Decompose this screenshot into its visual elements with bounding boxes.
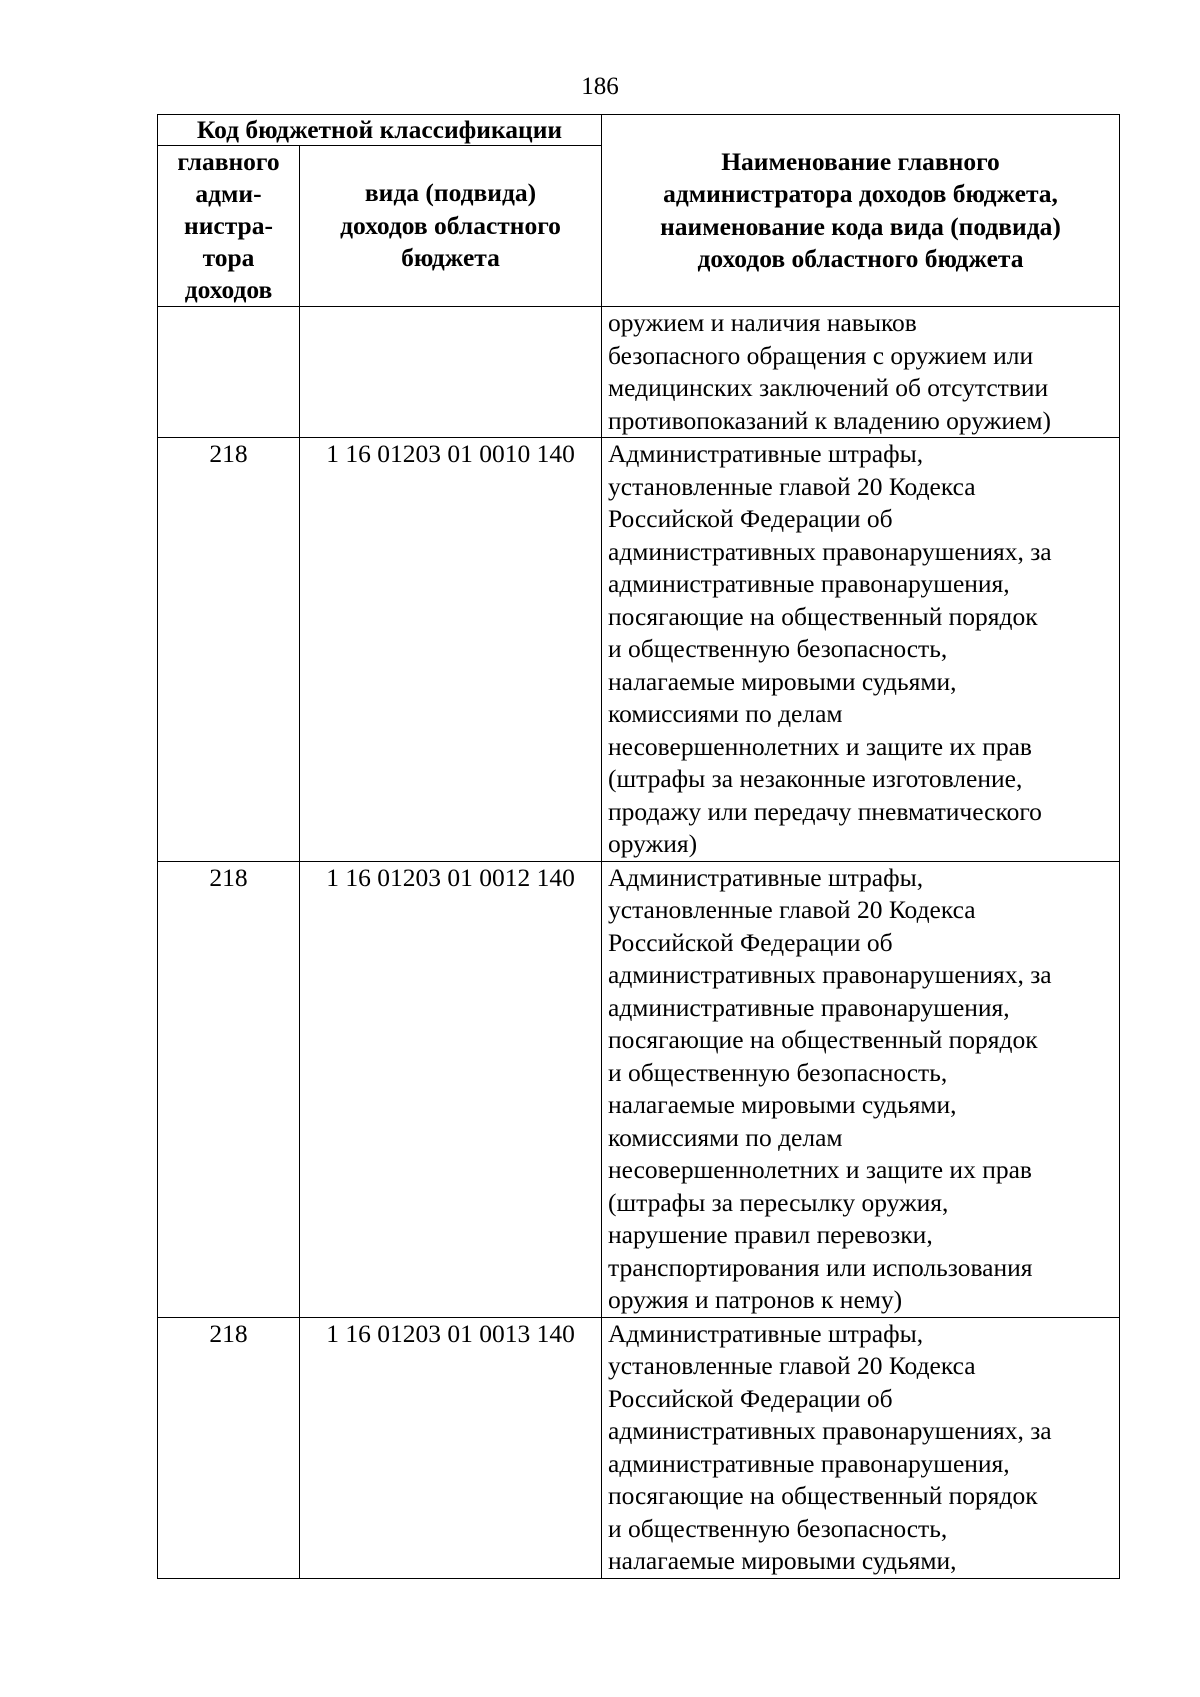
admin-code-cell: 218 (158, 438, 300, 862)
description-line: продажу или передачу пневматического (608, 796, 1042, 826)
header-admin-column (158, 146, 300, 307)
description-cell (602, 1317, 1120, 1578)
admin-code-cell: 218 (158, 1317, 300, 1578)
description-line: комиссиями по делам (608, 1122, 843, 1152)
table-row (158, 438, 1120, 862)
header-kind-line: доходов областного (340, 210, 561, 240)
table-header (158, 115, 1120, 307)
description-line: административные правонарушения, (608, 992, 1010, 1022)
description-line: Российской Федерации об (608, 1383, 893, 1413)
header-admin-line: доходов (184, 275, 273, 304)
description-line: нарушение правил перевозки, (608, 1220, 933, 1249)
description-line: посягающие на общественный порядок (608, 601, 1038, 631)
budget-classification-table (157, 114, 1120, 1579)
description-line: оружия) (608, 829, 698, 858)
description-line: транспортирования или использования (608, 1252, 1033, 1282)
header-kind-column (300, 146, 602, 307)
description-line: безопасного обращения с оружием или (608, 340, 1034, 370)
description-line: Административные штрафы, (608, 1318, 924, 1348)
description-line: оружием и наличия навыков (608, 308, 917, 337)
header-admin-line: тора (202, 243, 255, 272)
description-line: медицинских заключений об отсутствии (608, 373, 1049, 402)
description-line: и общественную безопасность, (608, 1513, 948, 1543)
table-body (158, 307, 1120, 1579)
description-line: административных правонарушениях, за (608, 960, 1052, 989)
description-line: (штрафы за пересылку оружия, (608, 1187, 949, 1217)
description-line: установленные главой 20 Кодекса (608, 1351, 976, 1380)
description-line: административные правонарушения, (608, 569, 1010, 598)
description-line: посягающие на общественный порядок (608, 1481, 1038, 1510)
admin-code-cell: 218 (158, 861, 300, 1317)
header-admin-line: нистра- (184, 211, 273, 240)
description-line: налагаемые мировыми судьями, (608, 1546, 957, 1575)
page-number: 186 (581, 73, 619, 100)
header-admin-line: главного (177, 147, 280, 176)
header-name-column (602, 115, 1120, 307)
income-code-cell: 1 16 01203 01 0012 140 (300, 861, 602, 1317)
header-kind-line: вида (подвида) (364, 178, 537, 208)
description-line: несовершеннолетних и защите их прав (608, 1155, 1032, 1184)
description-line: несовершеннолетних и защите их прав (608, 731, 1032, 761)
income-code-cell: 1 16 01203 01 0013 140 (300, 1317, 602, 1578)
header-name-line: доходов областного бюджета (697, 244, 1024, 273)
table-row (158, 861, 1120, 1317)
income-code-cell: 1 16 01203 01 0010 140 (300, 438, 602, 862)
description-line: Административные штрафы, (608, 862, 924, 892)
description-line: Российской Федерации об (608, 927, 893, 957)
description-cell (602, 438, 1120, 862)
description-line: административных правонарушениях, за (608, 1416, 1052, 1445)
description-line: административные правонарушения, (608, 1448, 1010, 1478)
header-name-line: Наименование главного (721, 146, 1000, 176)
header-row-group (158, 115, 1120, 146)
description-line: административных правонарушениях, за (608, 536, 1052, 566)
header-name-line: администратора доходов бюджета, (663, 179, 1058, 208)
header-admin-line: адми- (195, 179, 262, 208)
description-line: Административные штрафы, (608, 439, 924, 468)
description-line: Российской Федерации об (608, 504, 893, 533)
description-line: и общественную безопасность, (608, 1057, 948, 1087)
description-line: налагаемые мировыми судьями, (608, 666, 957, 696)
description-line: и общественную безопасность, (608, 634, 948, 663)
description-line: налагаемые мировыми судьями, (608, 1090, 957, 1119)
description-line: установленные главой 20 Кодекса (608, 895, 976, 924)
description-line: оружия и патронов к нему) (608, 1285, 903, 1314)
table-row (158, 1317, 1120, 1578)
table-row (158, 307, 1120, 438)
description-line: противопоказаний к владению оружием) (608, 405, 1051, 435)
header-kind-line: бюджета (401, 243, 500, 273)
description-cell (602, 307, 1120, 438)
description-line: установленные главой 20 Кодекса (608, 471, 976, 501)
description-line: (штрафы за незаконные изготовление, (608, 764, 1023, 793)
description-cell (602, 861, 1120, 1317)
description-line: комиссиями по делам (608, 699, 843, 728)
description-line: посягающие на общественный порядок (608, 1025, 1038, 1054)
admin-code-cell (158, 307, 300, 438)
income-code-cell (300, 307, 602, 438)
header-budget-code-group: Код бюджетной классификации (158, 115, 602, 146)
header-name-line: наименование кода вида (подвида) (660, 211, 1061, 241)
